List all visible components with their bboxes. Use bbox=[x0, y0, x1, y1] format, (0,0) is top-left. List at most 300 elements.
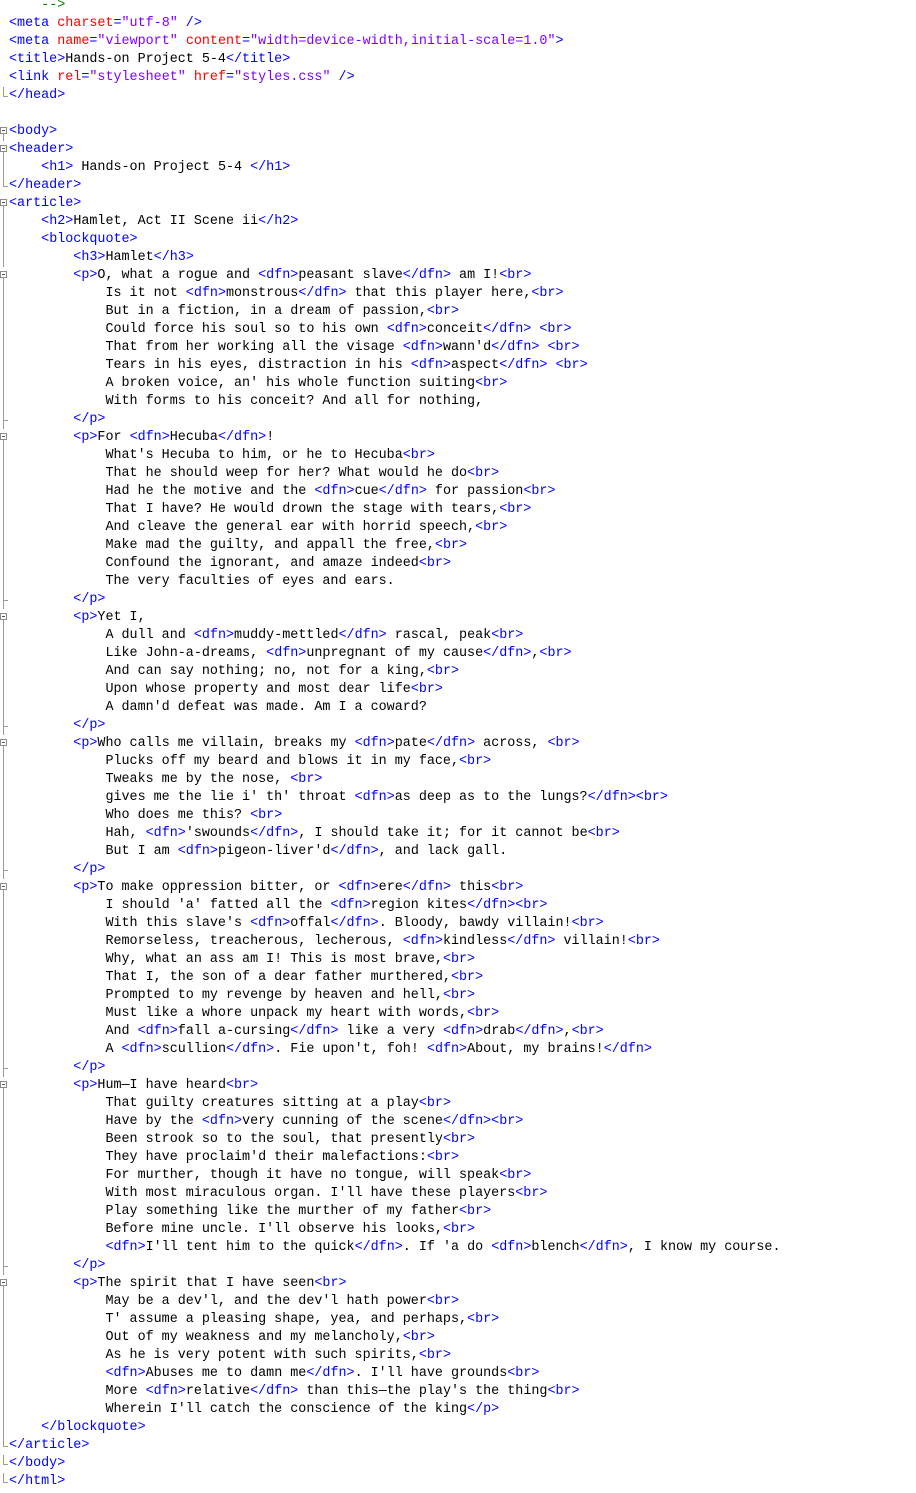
tag-token: </dfn> bbox=[226, 1042, 275, 1057]
text-token: Tweaks me by the nose, bbox=[105, 772, 291, 787]
fold-gutter bbox=[0, 735, 9, 753]
code-text bbox=[9, 1437, 89, 1455]
code-text bbox=[9, 1473, 65, 1491]
tag-token: <link bbox=[9, 70, 58, 85]
code-line[interactable] bbox=[0, 213, 916, 231]
fold-gutter bbox=[0, 771, 9, 789]
fold-gutter bbox=[0, 591, 9, 609]
indent bbox=[9, 988, 105, 1003]
code-text bbox=[9, 267, 531, 285]
fold-toggle-icon[interactable] bbox=[0, 127, 7, 134]
tag-token: </p> bbox=[73, 718, 106, 733]
indent bbox=[9, 628, 105, 643]
fold-gutter bbox=[0, 1437, 9, 1455]
fold-gutter bbox=[0, 1131, 9, 1149]
text-token: . Fie upon't, foh! bbox=[274, 1042, 427, 1057]
indent bbox=[9, 250, 73, 265]
code-line[interactable] bbox=[0, 1113, 916, 1131]
tag-token: <br> bbox=[426, 1294, 460, 1309]
code-line[interactable] bbox=[0, 1149, 916, 1167]
tag-token: <p> bbox=[73, 1078, 98, 1093]
code-line[interactable] bbox=[0, 375, 916, 393]
code-text bbox=[9, 1401, 499, 1419]
indent bbox=[9, 952, 105, 967]
tag-token: </dfn> bbox=[290, 1024, 339, 1039]
fold-guide bbox=[3, 159, 4, 177]
tag-token: </header> bbox=[9, 178, 82, 193]
tag-token: <p> bbox=[73, 268, 98, 283]
indent bbox=[9, 646, 105, 661]
code-line[interactable] bbox=[0, 1383, 916, 1401]
code-line[interactable] bbox=[0, 1347, 916, 1365]
indent bbox=[9, 1276, 73, 1291]
tag-token: <blockquote> bbox=[41, 232, 138, 247]
tag-token: /> bbox=[177, 16, 202, 31]
fold-guide bbox=[3, 440, 4, 447]
fold-guide bbox=[3, 1185, 4, 1203]
indent bbox=[9, 1132, 105, 1147]
code-line[interactable] bbox=[0, 1185, 916, 1203]
code-line[interactable] bbox=[0, 1419, 916, 1437]
indent bbox=[9, 1330, 105, 1345]
tag-token bbox=[178, 34, 186, 49]
fold-toggle-icon[interactable] bbox=[0, 199, 7, 206]
code-line[interactable] bbox=[0, 69, 916, 87]
indent bbox=[9, 1294, 105, 1309]
fold-gutter bbox=[0, 825, 9, 843]
text-token: Hands-on Project 5-4 bbox=[73, 160, 251, 175]
indent bbox=[9, 358, 105, 373]
code-text bbox=[9, 753, 491, 771]
fold-guide bbox=[3, 1149, 4, 1167]
text-token: . If 'a do bbox=[402, 1240, 492, 1255]
text-token: Prompted to my revenge by heaven and hell, bbox=[105, 988, 443, 1003]
tag-token bbox=[186, 70, 194, 85]
code-line[interactable] bbox=[0, 1275, 916, 1293]
code-line[interactable] bbox=[0, 1329, 916, 1347]
code-line[interactable] bbox=[0, 447, 916, 465]
fold-guide bbox=[3, 663, 4, 681]
tag-token: <meta bbox=[9, 34, 58, 49]
text-token: Had he the motive and the bbox=[105, 484, 315, 499]
code-line[interactable] bbox=[0, 1059, 916, 1077]
indent bbox=[9, 1348, 105, 1363]
code-line[interactable] bbox=[0, 15, 916, 33]
code-line[interactable] bbox=[0, 1437, 916, 1455]
attribute-token: charset bbox=[57, 16, 114, 31]
text-token: conceit bbox=[426, 322, 484, 337]
fold-end-marker bbox=[3, 186, 8, 187]
tag-token: </body> bbox=[9, 1456, 66, 1471]
code-line[interactable] bbox=[0, 681, 916, 699]
indent bbox=[9, 1222, 105, 1237]
fold-gutter bbox=[0, 519, 9, 537]
code-line[interactable] bbox=[0, 969, 916, 987]
indent bbox=[9, 1006, 105, 1021]
fold-gutter bbox=[0, 573, 9, 591]
code-line[interactable] bbox=[0, 1455, 916, 1473]
code-text bbox=[9, 699, 427, 717]
fold-gutter bbox=[0, 411, 9, 429]
code-line[interactable] bbox=[0, 915, 916, 933]
text-token: unpregnant of my cause bbox=[306, 646, 484, 661]
tag-token: </dfn><br> bbox=[467, 898, 548, 913]
code-line[interactable] bbox=[0, 321, 916, 339]
fold-toggle-icon[interactable] bbox=[0, 613, 7, 620]
indent bbox=[9, 754, 105, 769]
value-token: "utf-8" bbox=[121, 16, 178, 31]
code-line[interactable] bbox=[0, 1077, 916, 1095]
fold-gutter bbox=[0, 879, 9, 897]
code-line[interactable] bbox=[0, 519, 916, 537]
tag-token: <br> bbox=[426, 1150, 460, 1165]
fold-gutter bbox=[0, 1293, 9, 1311]
code-line[interactable] bbox=[0, 573, 916, 591]
fold-end-marker bbox=[3, 420, 8, 421]
fold-guide bbox=[3, 843, 4, 861]
fold-gutter bbox=[0, 663, 9, 681]
code-line[interactable] bbox=[0, 501, 916, 519]
code-line[interactable] bbox=[0, 843, 916, 861]
indent bbox=[9, 1114, 105, 1129]
tag-token: <br> bbox=[225, 1078, 259, 1093]
text-token: T' assume a pleasing shape, yea, and perhaps, bbox=[105, 1312, 468, 1327]
code-text bbox=[9, 789, 668, 807]
indent bbox=[9, 286, 105, 301]
code-line[interactable] bbox=[0, 1095, 916, 1113]
fold-gutter bbox=[0, 861, 9, 879]
tag-token: <p> bbox=[73, 1276, 98, 1291]
tag-token: <dfn> bbox=[193, 628, 235, 643]
text-token: For bbox=[97, 430, 130, 445]
fold-gutter bbox=[0, 807, 9, 825]
code-text bbox=[9, 357, 588, 375]
fold-guide bbox=[3, 1203, 4, 1221]
tag-token: </dfn> bbox=[354, 1240, 403, 1255]
code-line[interactable] bbox=[0, 951, 916, 969]
fold-gutter bbox=[0, 123, 9, 141]
value-token: "styles.css" bbox=[234, 70, 331, 85]
tag-token: <br> bbox=[475, 520, 508, 535]
fold-gutter bbox=[0, 1365, 9, 1383]
text-token: Is it not bbox=[105, 286, 186, 301]
tag-token: <br> bbox=[314, 1276, 347, 1291]
fold-guide bbox=[3, 573, 4, 591]
indent bbox=[9, 412, 73, 427]
indent bbox=[9, 682, 105, 697]
code-text bbox=[9, 1221, 475, 1239]
code-text bbox=[9, 609, 146, 627]
fold-guide bbox=[3, 357, 4, 375]
code-line[interactable] bbox=[0, 159, 916, 177]
indent bbox=[9, 502, 105, 517]
code-text bbox=[9, 1077, 258, 1095]
code-text bbox=[9, 1347, 451, 1365]
indent bbox=[9, 1366, 105, 1381]
fold-guide bbox=[3, 1088, 4, 1095]
indent bbox=[9, 1312, 105, 1327]
text-token: Hah, bbox=[105, 826, 146, 841]
tag-token: <br> bbox=[539, 322, 572, 337]
code-line[interactable] bbox=[0, 1257, 916, 1275]
indent bbox=[9, 916, 105, 931]
tag-token: <p> bbox=[73, 736, 98, 751]
code-line[interactable] bbox=[0, 0, 916, 15]
code-line[interactable] bbox=[0, 33, 916, 51]
indent bbox=[9, 736, 73, 751]
tag-token: <p> bbox=[73, 880, 98, 895]
code-line[interactable] bbox=[0, 789, 916, 807]
text-token: . Bloody, bawdy villain! bbox=[378, 916, 572, 931]
fold-guide bbox=[3, 339, 4, 357]
code-text bbox=[9, 123, 57, 141]
code-line[interactable] bbox=[0, 717, 916, 735]
code-line[interactable] bbox=[0, 861, 916, 879]
fold-guide bbox=[3, 465, 4, 483]
text-token: Why, what an ass am I! This is most brave, bbox=[105, 952, 443, 967]
code-line[interactable] bbox=[0, 1131, 916, 1149]
tag-token: </html> bbox=[9, 1474, 66, 1489]
code-text bbox=[9, 1185, 547, 1203]
tag-token: </h3> bbox=[153, 250, 194, 265]
code-text bbox=[9, 51, 290, 69]
text-token: 'swounds bbox=[185, 826, 251, 841]
code-text bbox=[9, 933, 660, 951]
code-line[interactable] bbox=[0, 465, 916, 483]
value-token: "stylesheet" bbox=[89, 70, 186, 85]
code-line[interactable] bbox=[0, 933, 916, 951]
code-text bbox=[9, 465, 499, 483]
code-text bbox=[9, 1275, 347, 1293]
code-line[interactable] bbox=[0, 771, 916, 789]
fold-guide bbox=[3, 393, 4, 411]
indent bbox=[9, 592, 73, 607]
indent bbox=[9, 1402, 105, 1417]
fold-gutter bbox=[0, 1401, 9, 1419]
code-line[interactable] bbox=[0, 249, 916, 267]
tag-token: </dfn> bbox=[330, 844, 379, 859]
code-line[interactable] bbox=[0, 105, 916, 123]
tag-token: <dfn> bbox=[201, 1114, 243, 1129]
tag-token: <br> bbox=[467, 1312, 500, 1327]
fold-guide bbox=[3, 1239, 4, 1257]
indent bbox=[9, 790, 105, 805]
code-text bbox=[9, 1113, 523, 1131]
fold-gutter bbox=[0, 1347, 9, 1365]
tag-token: /> bbox=[330, 70, 355, 85]
text-token: A damn'd defeat was made. Am I a coward? bbox=[105, 700, 427, 715]
fold-gutter bbox=[0, 627, 9, 645]
fold-toggle-icon[interactable] bbox=[0, 883, 7, 890]
indent bbox=[9, 430, 73, 445]
code-line[interactable] bbox=[0, 267, 916, 285]
text-token: And bbox=[105, 1024, 138, 1039]
code-text bbox=[9, 591, 105, 609]
fold-gutter bbox=[0, 1077, 9, 1095]
code-line[interactable] bbox=[0, 807, 916, 825]
code-line[interactable] bbox=[0, 537, 916, 555]
code-line[interactable] bbox=[0, 1473, 916, 1491]
fold-gutter bbox=[0, 1455, 9, 1473]
code-line[interactable] bbox=[0, 285, 916, 303]
code-text bbox=[9, 771, 322, 789]
code-line[interactable] bbox=[0, 879, 916, 897]
code-line[interactable] bbox=[0, 627, 916, 645]
tag-token: <br> bbox=[426, 304, 460, 319]
code-text bbox=[9, 663, 459, 681]
tag-token: <br> bbox=[418, 1348, 451, 1363]
fold-end-marker bbox=[3, 96, 8, 97]
code-line[interactable] bbox=[0, 735, 916, 753]
code-text bbox=[9, 915, 604, 933]
tag-token: <br> bbox=[475, 376, 508, 391]
fold-guide bbox=[3, 1286, 4, 1293]
text-token: Confound the ignorant, and amaze indeed bbox=[105, 556, 419, 571]
indent bbox=[9, 844, 105, 859]
code-line[interactable] bbox=[0, 87, 916, 105]
code-text bbox=[9, 141, 73, 159]
code-text bbox=[9, 87, 65, 105]
code-line[interactable] bbox=[0, 699, 916, 717]
indent bbox=[9, 1240, 105, 1255]
comment-token: --> bbox=[41, 0, 66, 13]
code-line[interactable] bbox=[0, 1221, 916, 1239]
tag-token: </dfn> bbox=[217, 430, 267, 445]
code-line[interactable] bbox=[0, 1293, 916, 1311]
code-text bbox=[9, 1257, 105, 1275]
fold-gutter bbox=[0, 897, 9, 915]
code-line[interactable] bbox=[0, 141, 916, 159]
text-token: , bbox=[531, 646, 540, 661]
text-token: And cleave the general ear with horrid speech, bbox=[105, 520, 476, 535]
code-line[interactable] bbox=[0, 1311, 916, 1329]
code-line[interactable] bbox=[0, 483, 916, 501]
code-line[interactable] bbox=[0, 1239, 916, 1257]
text-token: muddy-mettled bbox=[234, 628, 339, 643]
fold-guide bbox=[3, 152, 4, 159]
indent bbox=[9, 448, 105, 463]
code-line[interactable] bbox=[0, 1041, 916, 1059]
code-line[interactable] bbox=[0, 303, 916, 321]
code-line[interactable] bbox=[0, 1401, 916, 1419]
code-line[interactable] bbox=[0, 1167, 916, 1185]
fold-toggle-icon[interactable] bbox=[0, 1279, 7, 1286]
tag-token: </h2> bbox=[258, 214, 299, 229]
tag-token: <br> bbox=[459, 1204, 492, 1219]
code-line[interactable] bbox=[0, 753, 916, 771]
tag-token: <dfn> bbox=[402, 934, 443, 949]
text-token: And can say nothing; no, not for a king, bbox=[105, 664, 427, 679]
code-line[interactable] bbox=[0, 51, 916, 69]
code-line[interactable] bbox=[0, 357, 916, 375]
code-line[interactable] bbox=[0, 1203, 916, 1221]
code-line[interactable] bbox=[0, 663, 916, 681]
code-text bbox=[9, 1059, 105, 1077]
code-text bbox=[9, 321, 572, 339]
text-token: As he is very potent with such spirits, bbox=[105, 1348, 419, 1363]
indent bbox=[9, 268, 73, 283]
tag-token: </h1> bbox=[250, 160, 291, 175]
text-token: Wherein I'll catch the conscience of the king bbox=[105, 1402, 468, 1417]
text-token: Hamlet bbox=[105, 250, 154, 265]
fold-toggle-icon[interactable] bbox=[0, 433, 7, 440]
code-line[interactable] bbox=[0, 609, 916, 627]
code-line[interactable] bbox=[0, 555, 916, 573]
fold-gutter bbox=[0, 1167, 9, 1185]
fold-gutter bbox=[0, 249, 9, 267]
tag-token: <h3> bbox=[73, 250, 106, 265]
tag-token: </dfn> bbox=[515, 1024, 564, 1039]
code-line[interactable] bbox=[0, 591, 916, 609]
fold-toggle-icon[interactable] bbox=[0, 145, 7, 152]
fold-gutter bbox=[0, 1383, 9, 1401]
indent bbox=[9, 898, 105, 913]
indent bbox=[9, 520, 105, 535]
code-line[interactable] bbox=[0, 825, 916, 843]
tag-token: <dfn> bbox=[386, 322, 427, 337]
code-line[interactable] bbox=[0, 1023, 916, 1041]
indent bbox=[9, 1186, 105, 1201]
code-line[interactable] bbox=[0, 177, 916, 195]
code-line[interactable] bbox=[0, 645, 916, 663]
fold-guide bbox=[3, 278, 4, 285]
text-token: That I have? He would drown the stage with tears, bbox=[105, 502, 500, 517]
fold-gutter bbox=[0, 1311, 9, 1329]
fold-guide bbox=[3, 825, 4, 843]
tag-token: <br> bbox=[410, 682, 443, 697]
fold-toggle-icon[interactable] bbox=[0, 1081, 7, 1088]
value-token: "viewport" bbox=[97, 34, 178, 49]
tag-token: </dfn> bbox=[250, 826, 299, 841]
indent bbox=[9, 880, 73, 895]
text-token: Hecuba bbox=[169, 430, 218, 445]
code-text bbox=[9, 285, 564, 303]
code-line[interactable] bbox=[0, 987, 916, 1005]
indent bbox=[9, 808, 105, 823]
text-token: gives me the lie i' th' throat bbox=[105, 790, 355, 805]
code-line[interactable] bbox=[0, 231, 916, 249]
code-line[interactable] bbox=[0, 339, 916, 357]
code-line[interactable] bbox=[0, 393, 916, 411]
text-token: blench bbox=[531, 1240, 580, 1255]
tag-token: </dfn> bbox=[579, 1240, 628, 1255]
code-line[interactable] bbox=[0, 1365, 916, 1383]
tag-token: <br> bbox=[459, 754, 492, 769]
indent bbox=[9, 718, 73, 733]
fold-toggle-icon[interactable] bbox=[0, 739, 7, 746]
fold-gutter bbox=[0, 447, 9, 465]
code-line[interactable] bbox=[0, 411, 916, 429]
tag-token: </dfn> bbox=[603, 1042, 652, 1057]
code-line[interactable] bbox=[0, 1005, 916, 1023]
text-token: ! bbox=[266, 430, 275, 445]
fold-toggle-icon[interactable] bbox=[0, 271, 7, 278]
code-line[interactable] bbox=[0, 429, 916, 447]
indent bbox=[9, 1258, 73, 1273]
fold-guide bbox=[3, 951, 4, 969]
text-token: rascal, peak bbox=[386, 628, 492, 643]
code-line[interactable] bbox=[0, 123, 916, 141]
indent bbox=[9, 664, 105, 679]
code-line[interactable] bbox=[0, 897, 916, 915]
code-text bbox=[9, 159, 290, 177]
code-line[interactable] bbox=[0, 195, 916, 213]
tag-token: <br> bbox=[442, 988, 476, 1003]
fold-gutter bbox=[0, 681, 9, 699]
fold-guide bbox=[3, 771, 4, 789]
tag-token: </dfn><br> bbox=[587, 790, 668, 805]
code-text bbox=[9, 1041, 652, 1059]
